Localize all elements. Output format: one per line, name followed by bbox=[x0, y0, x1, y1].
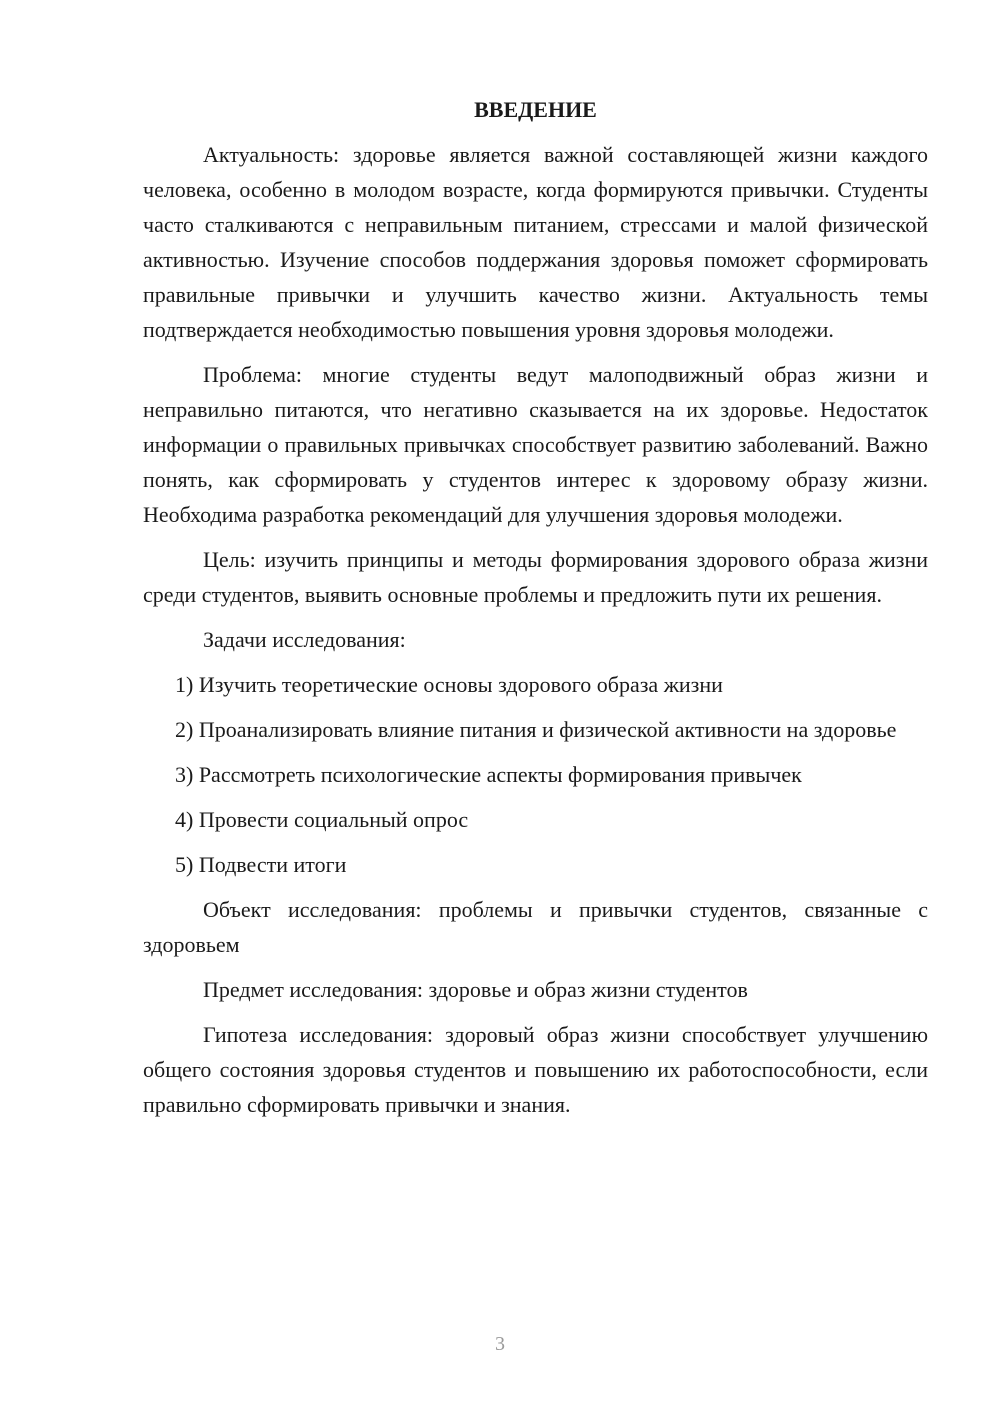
page-number: 3 bbox=[495, 1333, 505, 1355]
page-title: ВВЕДЕНИЕ bbox=[474, 97, 597, 122]
goal-paragraph: Цель: изучить принципы и методы формирования здорового образа жизни среди студентов, выявить основные проблемы и предложить пути их решения. bbox=[143, 547, 928, 607]
task-item-3: 3) Рассмотреть психологические аспекты формирования привычек bbox=[175, 762, 802, 787]
task-item-1: 1) Изучить теоретические основы здорового образа жизни bbox=[175, 672, 723, 697]
object-paragraph: Объект исследования: проблемы и привычки студентов, связанные с здоровьем bbox=[143, 897, 928, 957]
task-item-2: 2) Проанализировать влияние питания и физической активности на здоровье bbox=[175, 717, 897, 742]
problem-paragraph: Проблема: многие студенты ведут малоподвижный образ жизни и неправильно питаются, что негативно сказывается на их здоровье. Недостаток информации о правильных привычках способствует развитию заболеваний. Важно понять, как сформировать у студентов интерес к здоровому образу жизни. Необходима разработка рекомендаций для улучшения здоровья молодежи. bbox=[143, 362, 928, 527]
hypothesis-paragraph: Гипотеза исследования: здоровый образ жизни способствует улучшению общего состояния здоровья студентов и повышению их работоспособности, если правильно сформировать привычки и знания. bbox=[143, 1022, 928, 1117]
relevance-paragraph: Актуальность: здоровье является важной составляющей жизни каждого человека, особенно в молодом возрасте, когда формируются привычки. Студенты часто сталкиваются с неправильным питанием, стрессами и малой физической активностью. Изучение способов поддержания здоровья поможет сформировать правильные привычки и улучшить качество жизни. Актуальность темы подтверждается необходимостью повышения уровня здоровья молодежи. bbox=[143, 142, 928, 342]
document-page bbox=[143, 95, 928, 1132]
tasks-heading: Задачи исследования: bbox=[203, 627, 406, 652]
subject-paragraph: Предмет исследования: здоровье и образ жизни студентов bbox=[203, 977, 748, 1002]
task-item-5: 5) Подвести итоги bbox=[175, 852, 347, 877]
task-item-4: 4) Провести социальный опрос bbox=[175, 807, 469, 832]
